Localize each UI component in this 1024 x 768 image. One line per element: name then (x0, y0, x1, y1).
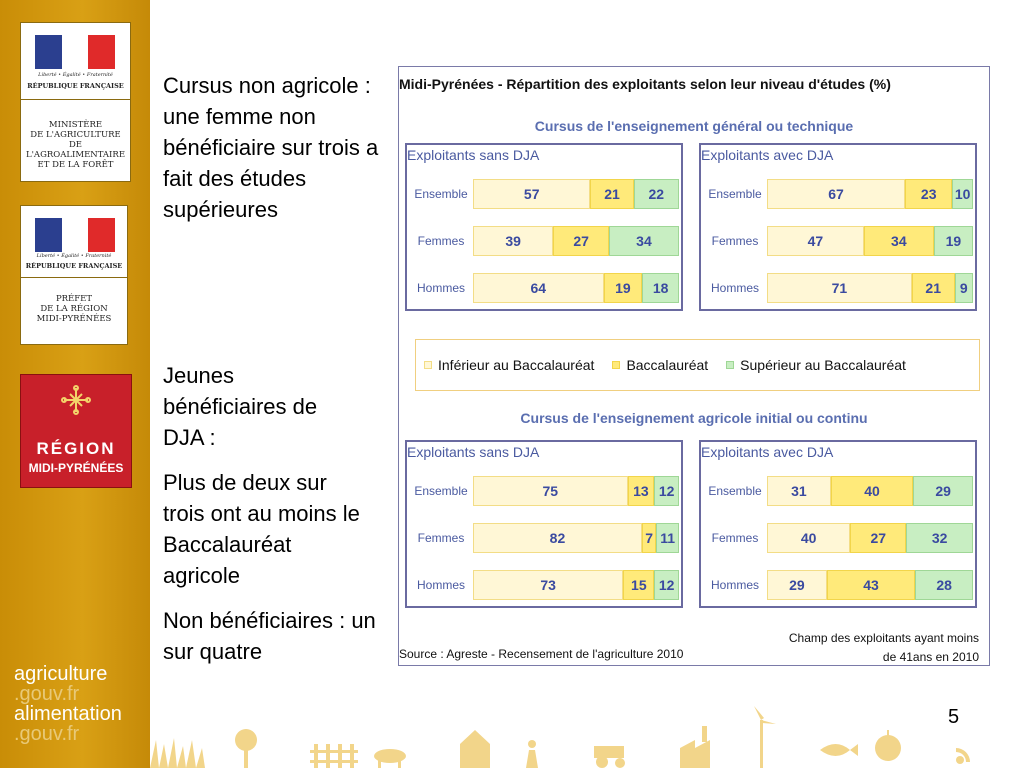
bar-segment: 15 (623, 570, 654, 600)
row-label: Ensemble (708, 484, 762, 498)
stacked-bar (473, 523, 679, 553)
bar-segment: 40 (767, 523, 850, 553)
bar-segment: 29 (913, 476, 973, 506)
stacked-bar (473, 570, 679, 600)
apple-icon (875, 730, 901, 761)
chart-legend (415, 339, 980, 391)
bar-segment: 27 (553, 226, 609, 256)
bar-segment: 57 (473, 179, 590, 209)
bar-segment: 28 (915, 570, 973, 600)
factory-icon (680, 726, 710, 768)
rss-icon (956, 748, 970, 764)
chart-title: Midi-Pyrénées - Répartition des exploitants selon leur niveau d'études (%) (399, 76, 891, 92)
bar-segment: 11 (656, 523, 679, 553)
row-label: Hommes (710, 281, 759, 295)
ministry-logo (20, 22, 131, 182)
brand-line: .gouv.fr (14, 723, 80, 745)
region-logo (20, 374, 132, 488)
legend-item (424, 357, 594, 373)
legend-label: Baccalauréat (626, 357, 709, 373)
prefect-name: PRÉFET DE LA RÉGION MIDI-PYRÉNÉES (36, 294, 112, 324)
bar-segment: 71 (767, 273, 912, 303)
republic-name: RÉPUBLIQUE FRANÇAISE (27, 82, 124, 90)
bar-segment: 64 (473, 273, 604, 303)
bar-segment: 18 (642, 273, 679, 303)
tractor-icon (594, 746, 625, 768)
cow-icon (374, 749, 406, 768)
bar-segment: 75 (473, 476, 628, 506)
paragraph-cursus: Cursus non agricole : une femme non bénéficiaire sur trois a fait des études supérieures (163, 73, 379, 222)
stacked-bar (473, 476, 679, 506)
bar-segment: 22 (634, 179, 679, 209)
legend-label: Inférieur au Baccalauréat (438, 357, 595, 373)
row-label: Hommes (416, 281, 465, 295)
bar-segment: 27 (850, 523, 906, 553)
panel-title: Exploitants avec DJA (701, 444, 834, 460)
panel-title: Exploitants sans DJA (407, 147, 540, 163)
bar-segment: 40 (831, 476, 913, 506)
sunflower-icon (235, 729, 257, 768)
logo-divider (21, 277, 127, 278)
fish-icon (820, 744, 858, 756)
ministry-name: MINISTÈRE DE L'AGRICULTURE DE L'AGROALIMENTAIRE ET DE LA FORÊT (25, 120, 126, 170)
stacked-bar (473, 226, 679, 256)
legend-item (612, 357, 708, 373)
panel-general-avec-dja (699, 143, 977, 311)
chart-source: Source : Agreste - Recensement de l'agriculture 2010 (399, 647, 684, 661)
row-label: Ensemble (708, 187, 762, 201)
wind-turbine-icon (754, 706, 776, 768)
occitan-cross-icon (61, 385, 91, 415)
republic-motto: Liberté • Égalité • Fraternité (38, 72, 113, 78)
paragraph-non-beneficiaries: Non bénéficiaires : un sur quatre (163, 608, 376, 664)
house-icon (460, 730, 490, 768)
french-flag-icon (35, 35, 115, 69)
stacked-bar (767, 273, 973, 303)
logo-divider (21, 99, 130, 100)
brand-line: .gouv.fr (14, 683, 80, 705)
agriculture-brand (14, 664, 122, 744)
legend-swatch (612, 361, 620, 369)
paragraph-dja-bac: Plus de deux sur trois ont au moins le Baccalauréat agricole (163, 470, 360, 588)
panel-agricole-sans-dja (405, 440, 683, 608)
stacked-bar (767, 179, 973, 209)
row-label: Femmes (711, 531, 759, 545)
chart-note: Champ des exploitants ayant moins de 41ans en 2010 (788, 631, 979, 664)
prefecture-logo (20, 205, 128, 345)
bar-segment: 13 (628, 476, 655, 506)
legend-swatch (726, 361, 734, 369)
stacked-bar (767, 523, 973, 553)
page-number: 5 (948, 706, 960, 728)
row-label: Hommes (416, 578, 465, 592)
republic-motto: Liberté • Égalité • Fraternité (36, 253, 112, 259)
legend-item (726, 357, 906, 373)
legend-swatch (424, 361, 432, 369)
bar-segment: 73 (473, 570, 623, 600)
bar-segment: 12 (654, 570, 679, 600)
paragraph-dja-heading: Jeunes bénéficiaires de DJA : (163, 363, 318, 450)
bar-segment: 29 (767, 570, 827, 600)
row-label: Ensemble (414, 187, 468, 201)
legend-label: Supérieur au Baccalauréat (740, 357, 906, 373)
bar-segment: 9 (955, 273, 973, 303)
bar-segment: 10 (952, 179, 973, 209)
panel-agricole-avec-dja (699, 440, 977, 608)
bar-segment: 21 (590, 179, 633, 209)
bar-segment: 7 (642, 523, 656, 553)
bar-segment: 31 (767, 476, 831, 506)
chart-frame (398, 66, 990, 666)
grass-icon (150, 738, 205, 768)
stacked-bar (473, 273, 679, 303)
row-label: Femmes (417, 234, 465, 248)
row-label: Ensemble (414, 484, 468, 498)
panel-general-sans-dja (405, 143, 683, 311)
panel-title: Exploitants avec DJA (701, 147, 834, 163)
fence-icon (310, 744, 358, 768)
stacked-bar (473, 179, 679, 209)
bar-segment: 47 (767, 226, 864, 256)
farm-silhouettes-decoration (150, 700, 1024, 768)
bar-segment: 12 (654, 476, 679, 506)
row-label: Femmes (711, 234, 759, 248)
row-label: Hommes (710, 578, 759, 592)
panel-title: Exploitants sans DJA (407, 444, 540, 460)
sidebar (0, 0, 150, 768)
stacked-bar (767, 570, 973, 600)
republic-name: RÉPUBLIQUE FRANÇAISE (25, 262, 123, 270)
bar-segment: 34 (609, 226, 679, 256)
bar-segment: 23 (905, 179, 952, 209)
bar-segment: 19 (934, 226, 973, 256)
region-title: RÉGION (36, 439, 116, 458)
bar-segment: 39 (473, 226, 553, 256)
bar-segment: 82 (473, 523, 642, 553)
bar-segment: 34 (864, 226, 934, 256)
bar-segment: 67 (767, 179, 905, 209)
stacked-bar (767, 226, 973, 256)
region-subtitle: MIDI-PYRÉNÉES (28, 461, 124, 475)
brand-line: agriculture (14, 663, 108, 685)
french-flag-icon (35, 218, 115, 252)
row-label: Femmes (417, 531, 465, 545)
section-title-general: Cursus de l'enseignement général ou technique (534, 118, 854, 134)
stacked-bar (767, 476, 973, 506)
bar-segment: 21 (912, 273, 955, 303)
section-title-agricole: Cursus de l'enseignement agricole initial ou continu (520, 410, 868, 426)
brand-line: alimentation (14, 703, 122, 725)
person-icon (526, 740, 538, 768)
bar-segment: 32 (906, 523, 973, 553)
bar-segment: 43 (827, 570, 916, 600)
bar-segment: 19 (604, 273, 643, 303)
